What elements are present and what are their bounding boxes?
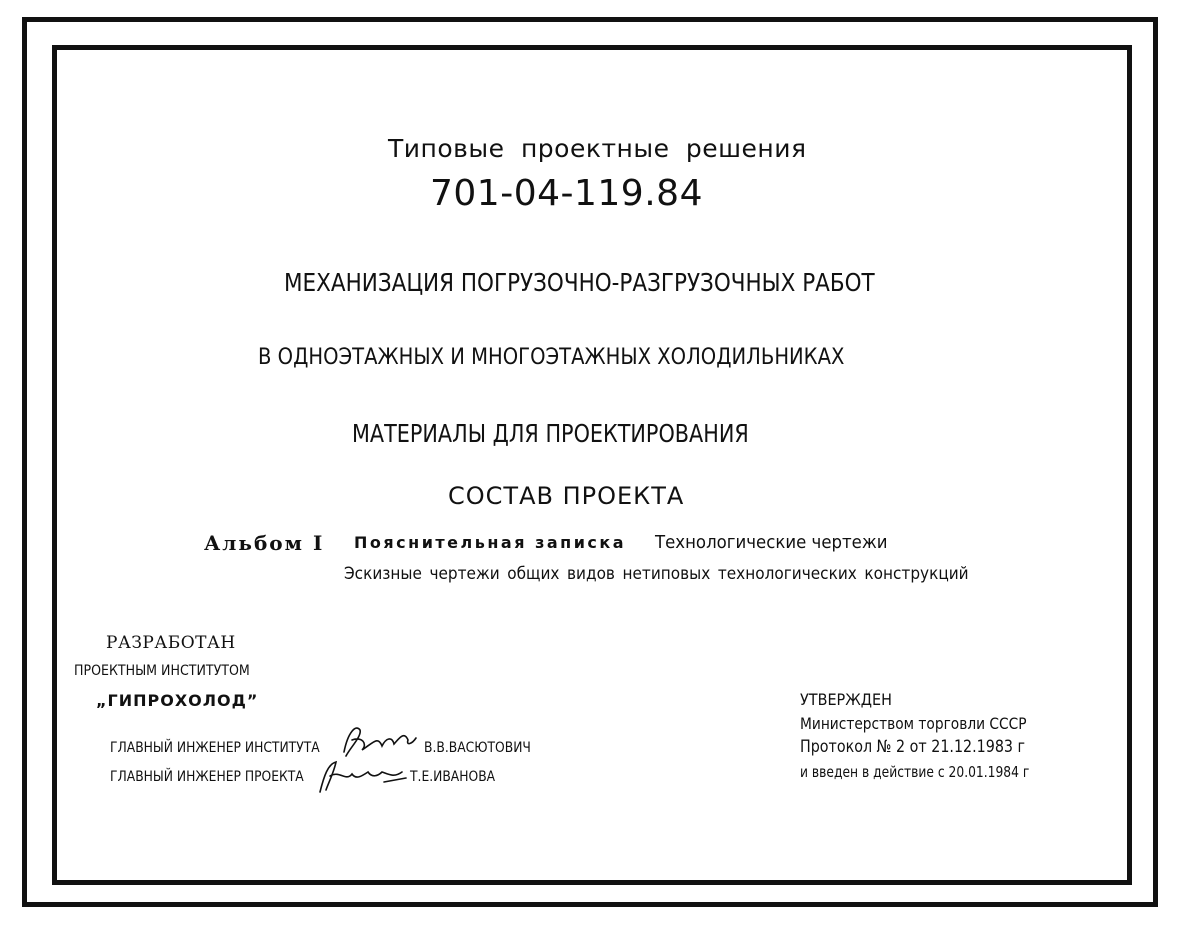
- chief-institute-name: В.В.ВАСЮТОВИЧ: [424, 740, 531, 756]
- project-code: 701-04-119.84: [430, 173, 703, 214]
- chief-project-role: ГЛАВНЫЙ ИНЖЕНЕР ПРОЕКТА: [110, 769, 304, 785]
- approval-ministry: Министерством торговли СССР: [800, 714, 1027, 733]
- signature-ivanova: [310, 756, 410, 796]
- approval-heading: УТВЕРЖДЕН: [800, 690, 892, 709]
- materials-heading: МАТЕРИАЛЫ ДЛЯ ПРОЕКТИРОВАНИЯ: [352, 419, 749, 448]
- series-label: Типовые проектные решения: [388, 134, 807, 163]
- composition-heading: СОСТАВ ПРОЕКТА: [448, 482, 685, 510]
- developer-heading: РАЗРАБОТАН: [106, 633, 236, 653]
- album-part-technological-drawings: Технологические чертежи: [655, 532, 888, 553]
- title-line-2: В ОДНОЭТАЖНЫХ И МНОГОЭТАЖНЫХ ХОЛОДИЛЬНИКАХ: [258, 345, 845, 370]
- chief-institute-role: ГЛАВНЫЙ ИНЖЕНЕР ИНСТИТУТА: [110, 740, 320, 756]
- developer-by: ПРОЕКТНЫМ ИНСТИТУТОМ: [74, 663, 250, 679]
- approval-effective: и введен в действие с 20.01.1984 г: [800, 763, 1030, 781]
- inner-border: [52, 45, 1132, 885]
- approval-protocol: Протокол № 2 от 21.12.1983 г: [800, 737, 1026, 757]
- album-part-explanatory-note: Пояснительная записка: [354, 533, 627, 552]
- album-label: Альбом I: [204, 531, 325, 555]
- album-part-sketch-drawings: Эскизные чертежи общих видов нетиповых технологических конструкций: [344, 564, 969, 584]
- developer-org: „ГИПРОХОЛОД”: [96, 691, 259, 710]
- title-line-1: МЕХАНИЗАЦИЯ ПОГРУЗОЧНО-РАЗГРУЗОЧНЫХ РАБОТ: [284, 268, 875, 297]
- chief-project-name: Т.Е.ИВАНОВА: [410, 769, 496, 785]
